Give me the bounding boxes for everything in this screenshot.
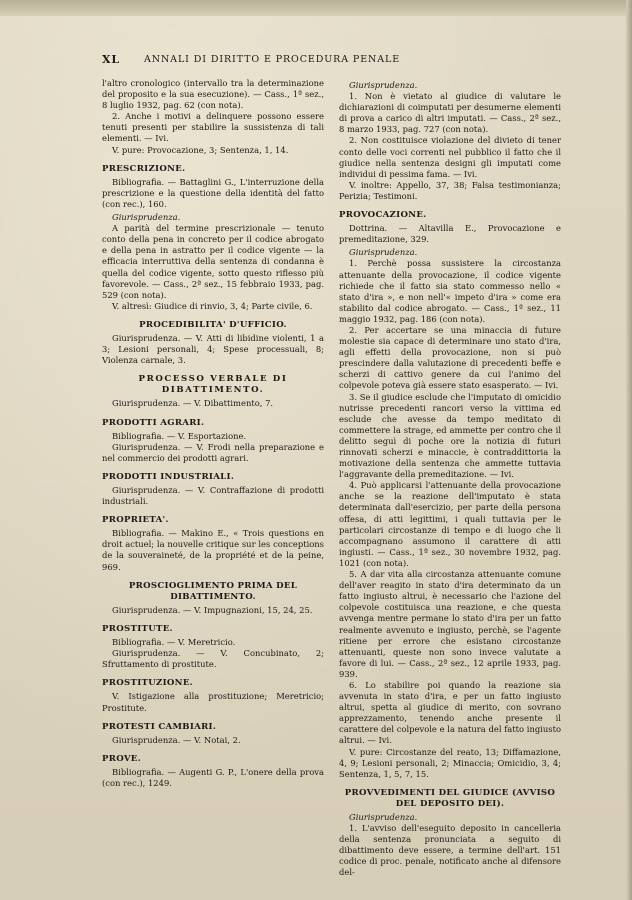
section-heading: PROSTITUZIONE. [102, 678, 193, 689]
entry-paragraph: Giurisprudenza. — V. Concubinato, 2; Sfruttamento di prostitute. [102, 648, 324, 670]
section-heading: PROCEDIBILITA' D'UFFICIO. [139, 319, 287, 330]
entry-paragraph: Giurisprudenza. — V. Frodi nella preparazione e nel commercio dei prodotti agrari. [102, 441, 324, 463]
entry-paragraph: 2. Non costituisce violazione del divieto di tener conto delle voci correnti nel pubblico il fatto che il giudice nella sentenza designi gli imputati come individui di pessima fama. — Ivi. [339, 135, 561, 179]
entry-paragraph: Bibliografia. — Makino E., « Trois questions en droit actuel; la nouvelle critique sur les conceptions de la souveraineté, de la propriété et de la peine, 969. [102, 528, 324, 572]
entry-paragraph: 1. Perchè possa sussistere la circostanza attenuante della provocazione, il codice vigente richiede che il fatto sia stato commesso nello « stato d'ira », e non nell'« impeto d'ira » come era stabilito dal codice abrogato. — Cass., 1ª sez., 11 maggio 1932, pag. 186 (con nota). [339, 258, 561, 324]
entry-paragraph: Giurisprudenza. — V. Notai, 2. [112, 734, 241, 745]
subheading: Giurisprudenza. [349, 247, 418, 258]
entry-paragraph: Bibliografia. — Battaglini G., L'interruzione della prescrizione e la questione della identità del fatto (con rec.), 160. [102, 176, 324, 209]
subheading: Giurisprudenza. [112, 212, 181, 223]
section-heading: PROTESTI CAMBIARI. [102, 721, 217, 732]
running-header [102, 53, 538, 69]
entry-paragraph: Dottrina. — Altavilla E., Provocazione e premeditazione, 329. [339, 223, 561, 245]
section-heading: PRODOTTI INDUSTRIALI. [102, 471, 235, 482]
entry-paragraph: V. altresì: Giudice di rinvio, 3, 4; Parte civile, 6. [112, 300, 313, 311]
entry-paragraph: Bibliografia. — Augenti G. P., L'onere della prova (con rec.), 1249. [102, 766, 324, 788]
section-heading: PRODOTTI AGRARI. [102, 417, 205, 428]
section-heading: PROVOCAZIONE. [339, 210, 427, 221]
entry-paragraph: V. pure: Circostanze del reato, 13; Diffamazione, 4, 9; Lesioni personali, 2; Minaccia; Omicidio, 3, 4; Sentenza, 1, 5, 7, 15. [339, 746, 561, 779]
entry-paragraph: 1. L'avviso dell'eseguito deposito in cancelleria della sentenza pronunciata a seguito di dibattimento deve essere, a termine dell'art. 151 codice di proc. penale, notificato anche al difensore del- [339, 823, 561, 878]
entry-paragraph: 6. Lo stabilire poi quando la reazione sia avvenuta in stato d'ira, e per un fatto ingiusto altrui, spetta al giudice di merito, con sovrano apprezzamento, tenendo anche presente il carattere del colpevole e la natura del fatto ingiusto altrui. — Ivi. [339, 679, 561, 746]
entry-paragraph: 2. Per accertare se una minaccia di future molestie sia capace di determinare uno stato d'ira, agli effetti della provocazione, non si può prescindere dalla valutazione di precedenti beffe e scherzi di cattivo genere da cui l'animo del colpevole poteva già essere stato esasperato. — Ivi. [339, 324, 561, 391]
section-heading: PROPRIETA'. [102, 515, 169, 526]
subheading: Giurisprudenza. [349, 812, 418, 822]
section-heading: PROVVEDIMENTI DEL GIUDICE (AVVISO DEL DEPOSITO DEI). [344, 787, 556, 809]
entry-paragraph: V. Istigazione alla prostituzione; Meretricio; Prostitute. [102, 691, 324, 713]
entry-paragraph: l'altro cronologico (intervallo tra la determinazione del proposito e la sua esecuzione). — Cass., 1ª sez., 8 luglio 1932, pag. 62 (con nota). [102, 78, 324, 111]
section-heading: PROSCIOGLIMENTO PRIMA DEL DIBATTIMENTO. [128, 580, 298, 602]
entry-paragraph: Bibliografia. — V. Meretricio. [112, 637, 236, 648]
entry-paragraph: Giurisprudenza. — V. Dibattimento, 7. [112, 398, 274, 409]
page-number: XL [102, 53, 121, 66]
entry-paragraph: V. pure: Provocazione, 3; Sentenza, 1, 14. [112, 144, 289, 155]
section-heading: PROVE. [102, 753, 141, 764]
running-title: ANNALI DI DIRITTO E PROCEDURA PENALE [144, 54, 401, 65]
entry-paragraph: 4. Può applicarsi l'attenuante della provocazione anche se la reazione dell'imputato è stata determinata dall'esercizio, per parte della persona offesa, di atti legittimi, i quali tuttavia per le particolari circostanze di tempo e di luogo che li accompagnano assumono il carattere di atti ingiusti. — Cass., 1ª sez., 30 novembre 1932, pag. 1021 (con nota). [339, 480, 561, 568]
left-column [102, 78, 324, 789]
entry-paragraph: V. inoltre: Appello, 37, 38; Falsa testimonianza; Perizia; Testimoni. [339, 179, 561, 201]
section-heading: PRESCRIZIONE. [102, 163, 186, 174]
entry-paragraph: Giurisprudenza. — V. Impugnazioni, 15, 24, 25. [112, 604, 313, 615]
right-edge-shadow [626, 0, 632, 900]
entry-paragraph: Giurisprudenza. — V. Atti di libidine violenti, 1 a 3; Lesioni personali, 4; Spese processuali, 8; Violenza carnale, 3. [102, 332, 324, 366]
entry-paragraph: 5. A dar vita alla circostanza attenuante comune dell'aver reagito in stato d'ira determinato da un fatto ingiusto altrui, è necessario che l'azione del colpevole costituisca una reazione, e che questa avvenga mentre permane lo stato d'ira per un fatto realmente avvenuto e ingiusto, perchè, se l'agente ritiene per errore che esistano circostanze attenuanti, queste non sono invece valutate a favore di lui. — Cass., 2ª sez., 12 aprile 1933, pag. 939. [339, 569, 561, 679]
entry-paragraph: 1. Non è vietato al giudice di valutare le dichiarazioni di coimputati per desumerne elementi di prova a carico di altri imputati. — Cass., 2ª sez., 8 marzo 1933, pag. 727 (con nota). [339, 91, 561, 135]
subheading: Giurisprudenza. [349, 80, 418, 90]
right-column [339, 78, 561, 879]
entry-paragraph: 3. Se il giudice esclude che l'imputato di omicidio nutrisse precedenti rancori verso la vittima ed esclude che avesse da tempo meditato di commettere la strage, ed ammette per contro che il delitto seguì di poche ore la notizia di futuri rinnovati scherzi e minaccie, è contraddittoria la motivazione della sentenza che ammette tuttavia l'aggravante della premeditazione. — Ivi. [339, 391, 561, 480]
section-heading: PROCESSO VERBALE DI DIBATTIMENTO. [138, 374, 288, 396]
entry-paragraph: Bibliografia. — V. Esportazione. [112, 430, 247, 441]
entry-paragraph: A parità del termine prescrizionale — tenuto conto della pena in concreto per il codice abrogato e della pena in astratto per il codice vigente — la efficacia interruttiva della sentenza di condanna è quella del codice vigente, sotto questo riflesso più favorevole. — Cass., 2ª sez., 15 febbraio 1933, pag. 529 (con nota). [102, 223, 324, 300]
section-heading: PROSTITUTE. [102, 623, 173, 634]
entry-paragraph: 2. Anche i motivi a delinquere possono essere tenuti presenti per stabilire la sussistenza di tali elementi. — Ivi. [102, 111, 324, 144]
entry-paragraph: Giurisprudenza. — V. Contraffazione di prodotti industriali. [102, 485, 324, 507]
top-edge-shadow [0, 0, 632, 16]
